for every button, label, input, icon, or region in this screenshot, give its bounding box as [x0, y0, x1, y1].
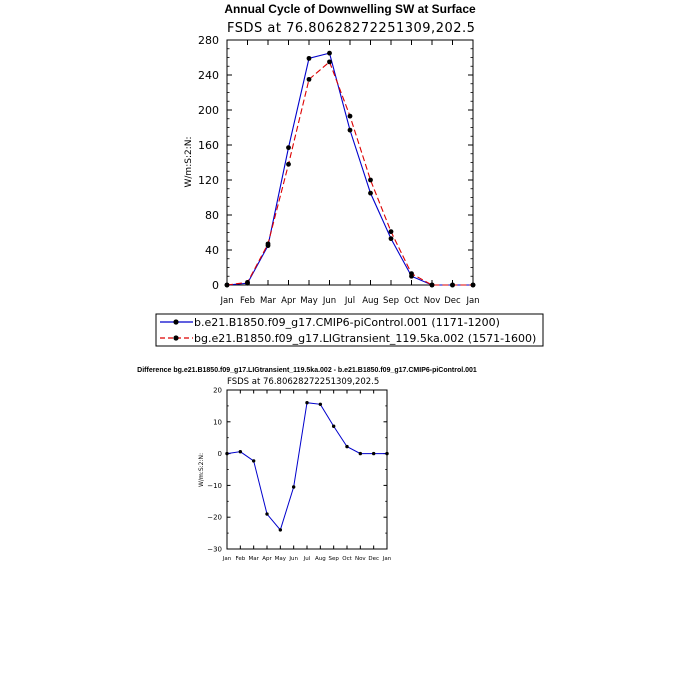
- series-1-point: [430, 283, 435, 288]
- x-tick-label: Feb: [235, 556, 246, 562]
- series-1-point: [307, 77, 312, 82]
- series-0-point: [319, 403, 322, 406]
- difference-series-group: [225, 401, 388, 532]
- y-tick-label: 160: [198, 138, 219, 152]
- x-tick-label: Jul: [344, 296, 356, 306]
- series-line-0: [227, 53, 473, 285]
- legend-label-picontrol: b.e21.B1850.f09_g17.CMIP6-piControl.001 (1171-1200): [194, 316, 500, 329]
- x-tick-label: Apr: [281, 296, 296, 306]
- series-0-point: [225, 452, 228, 455]
- series-0-point: [292, 485, 295, 488]
- series-0-point: [389, 236, 394, 241]
- x-tick-label: May: [274, 556, 287, 562]
- difference-y-axis: [207, 386, 387, 553]
- difference-chart-subtitle: FSDS at 76.80628272251309,202.5: [227, 377, 380, 387]
- x-tick-label: Jan: [466, 296, 480, 306]
- x-tick-label: Jul: [303, 556, 311, 562]
- series-1-point: [450, 283, 455, 288]
- y-tick-label: −30: [207, 545, 222, 554]
- x-tick-label: Aug: [314, 556, 326, 562]
- x-tick-label: Aug: [362, 296, 379, 306]
- series-0-point: [372, 452, 375, 455]
- difference-x-axis: [222, 390, 392, 562]
- series-1-point: [286, 162, 291, 167]
- x-tick-label: Jan: [222, 556, 232, 562]
- series-0-point: [239, 450, 242, 453]
- series-1-point: [266, 241, 271, 246]
- series-line-0: [227, 403, 387, 530]
- x-tick-label: Mar: [259, 296, 277, 306]
- main-plot-frame: [227, 40, 473, 285]
- main-x-axis: [219, 40, 479, 306]
- main-chart-ylabel: W/m:S:2:N:: [184, 136, 194, 188]
- main-chart-subtitle: FSDS at 76.80628272251309,202.5: [227, 21, 476, 36]
- x-tick-label: Jan: [382, 556, 392, 562]
- y-tick-label: 80: [205, 208, 219, 222]
- legend-marker-ligtransient: [173, 335, 178, 340]
- x-tick-label: Apr: [262, 556, 272, 562]
- difference-chart-ylabel: W/m:S:2:N:: [198, 453, 205, 487]
- y-tick-label: 40: [205, 243, 219, 257]
- series-0-point: [252, 459, 255, 462]
- series-0-point: [305, 401, 308, 404]
- x-tick-label: Dec: [444, 296, 461, 306]
- x-tick-label: Nov: [354, 556, 366, 562]
- y-tick-label: 10: [213, 418, 222, 427]
- legend-marker-picontrol: [173, 319, 178, 324]
- y-tick-label: 120: [198, 173, 219, 187]
- series-0-point: [348, 128, 353, 133]
- x-tick-label: Feb: [239, 296, 256, 306]
- legend-label-ligtransient: bg.e21.B1850.f09_g17.LIGtransient_119.5ka.002 (1571-1600): [194, 332, 537, 345]
- y-tick-label: 200: [198, 103, 219, 117]
- series-1-point: [368, 178, 373, 183]
- difference-chart: [137, 367, 477, 562]
- series-1-point: [327, 59, 332, 64]
- y-tick-label: −20: [207, 513, 222, 522]
- series-0-point: [327, 51, 332, 56]
- legend: [156, 314, 543, 346]
- y-tick-label: 280: [198, 33, 219, 47]
- main-series-group: [225, 51, 476, 288]
- series-0-point: [307, 56, 312, 61]
- x-tick-label: Dec: [368, 556, 379, 562]
- x-tick-label: Jan: [220, 296, 234, 306]
- series-0-point: [345, 445, 348, 448]
- series-0-point: [332, 425, 335, 428]
- main-chart: [156, 2, 543, 346]
- series-1-point: [225, 283, 230, 288]
- series-1-point: [245, 280, 250, 285]
- y-tick-label: 240: [198, 68, 219, 82]
- y-tick-label: 20: [213, 386, 222, 395]
- series-0-point: [359, 452, 362, 455]
- series-1-point: [409, 271, 414, 276]
- x-tick-label: Mar: [248, 556, 259, 562]
- series-0-point: [368, 191, 373, 196]
- x-tick-label: Oct: [342, 556, 352, 562]
- series-1-point: [389, 229, 394, 234]
- main-y-axis: [198, 34, 473, 292]
- x-tick-label: May: [300, 296, 318, 306]
- series-1-point: [471, 283, 476, 288]
- x-tick-label: Sep: [328, 556, 339, 562]
- series-0-point: [265, 512, 268, 515]
- series-0-point: [286, 145, 291, 150]
- x-tick-label: Jun: [322, 296, 337, 306]
- x-tick-label: Oct: [404, 296, 419, 306]
- x-tick-label: Nov: [423, 296, 441, 306]
- difference-chart-title: Difference bg.e21.B1850.f09_g17.LIGtransient_119.5ka.002 - b.e21.B1850.f09_g17.CMIP6-piControl.001: [137, 367, 477, 374]
- main-chart-title: Annual Cycle of Downwelling SW at Surface: [224, 2, 476, 16]
- series-0-point: [279, 528, 282, 531]
- series-line-1: [227, 62, 473, 285]
- y-tick-label: −10: [207, 481, 222, 490]
- x-tick-label: Jun: [289, 556, 298, 562]
- y-tick-label: 0: [217, 450, 222, 459]
- series-0-point: [385, 452, 388, 455]
- y-tick-label: 0: [212, 278, 219, 292]
- difference-plot-frame: [227, 390, 387, 549]
- x-tick-label: Sep: [382, 296, 400, 306]
- series-1-point: [348, 114, 353, 119]
